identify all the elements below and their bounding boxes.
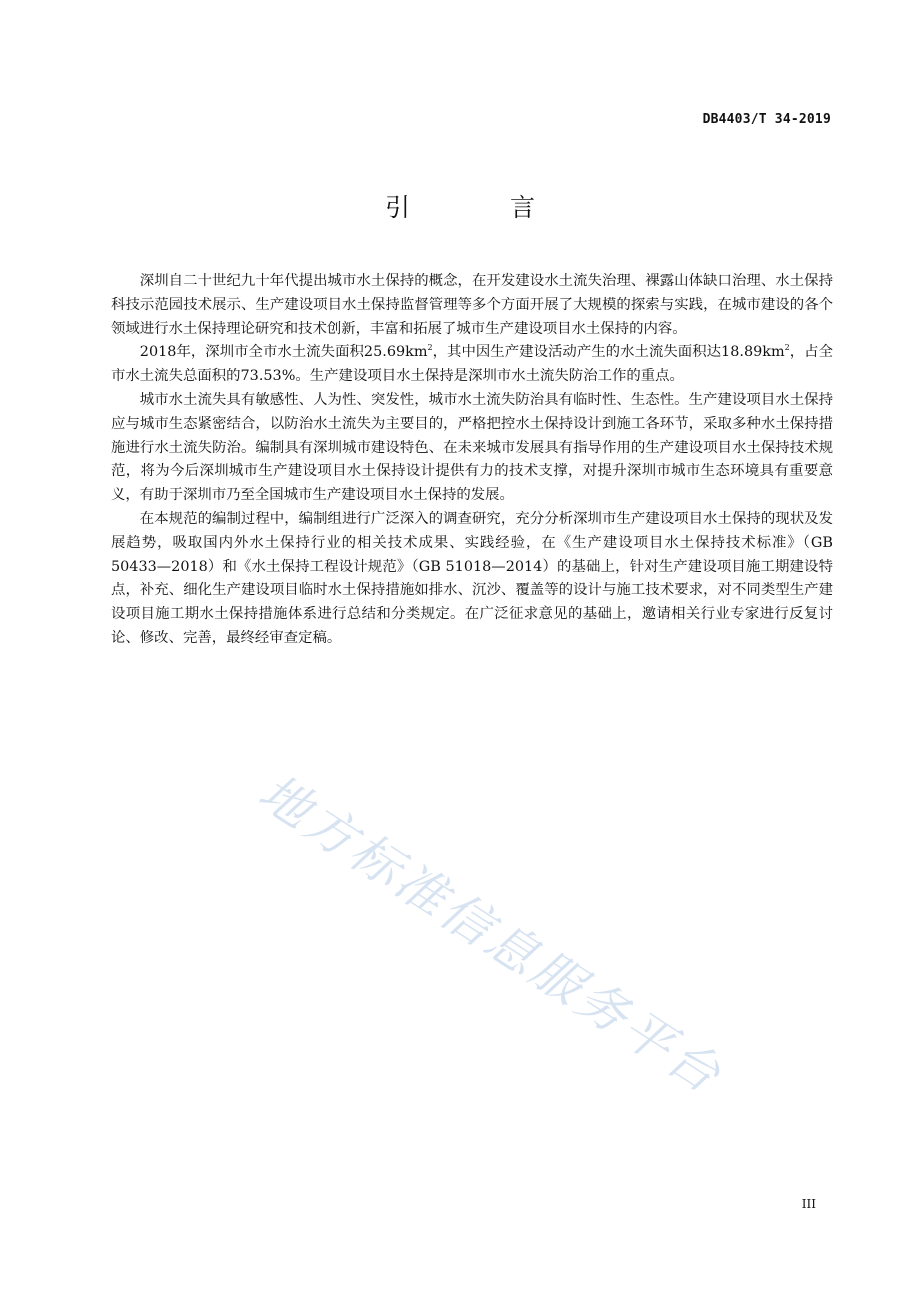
watermark: 地方标准信息服务平台 bbox=[248, 762, 734, 1106]
paragraph-3: 城市水土流失具有敏感性、人为性、突发性，城市水土流失防治具有临时性、生态性。生产建设项目水土保持应与城市生态紧密结合，以防治水土流失为主要目的，严格把控水土保持设计到施工各环节，采取多种水土保持措施进行水土流失防治。编制具有深圳城市建设特色、在未来城市发展具有指导作用的生产建设项目水土保持技术规范，将为今后深圳城市生产建设项目水土保持设计提供有力的技术支撑，对提升深圳市城市生态环境具有重要意义，有助于深圳市乃至全国城市生产建设项目水土保持的发展。 bbox=[111, 391, 833, 504]
body-text bbox=[111, 270, 833, 651]
paragraph-1: 深圳自二十世纪九十年代提出城市水土保持的概念，在开发建设水土流失治理、裸露山体缺口治理、水土保持科技示范园技术展示、生产建设项目水土保持监督管理等多个方面开展了大规模的探索与实践，在城市建设的各个领域进行水土保持理论研究和技术创新，丰富和拓展了城市生产建设项目水土保持的内容。 bbox=[111, 273, 833, 337]
paragraph-2-part-a: 2018年，深圳市全市水土流失面积25.69km bbox=[139, 344, 428, 361]
superscript-square: 2 bbox=[784, 343, 790, 353]
superscript-square: 2 bbox=[427, 343, 433, 353]
paragraph-2 bbox=[111, 341, 833, 389]
page-title: 引 言 bbox=[385, 193, 581, 222]
paragraph-2-part-b: ，其中因生产建设活动产生的水土流失面积达18.89km bbox=[432, 344, 785, 361]
paragraph-4: 在本规范的编制过程中，编制组进行广泛深入的调查研究，充分分析深圳市生产建设项目水土保持的现状及发展趋势，吸取国内外水土保持行业的相关技术成果、实践经验，在《生产建设项目水土保持技术标准》（GB 50433—2018）和《水土保持工程设计规范》（GB 51018—2014）的基础上，针对生产建设项目施工期建设特点，补充、细化生产建设项目临时水土保持措施如排水、沉沙、覆盖等的设计与施工技术要求，对不同类型生产建设项目施工期水土保持措施体系进行总结和分类规定。在广泛征求意见的基础上，邀请相关行业专家进行反复讨论、修改、完善，最终经审查定稿。 bbox=[111, 510, 833, 646]
page-number: III bbox=[801, 1197, 816, 1211]
paragraph-2-part-c: ，占全市水土流失总面积的73.53%。生产建设项目水土保持是深圳市水土流失防治工作的重点。 bbox=[111, 344, 833, 385]
standard-code: DB4403/T 34-2019 bbox=[702, 112, 831, 127]
